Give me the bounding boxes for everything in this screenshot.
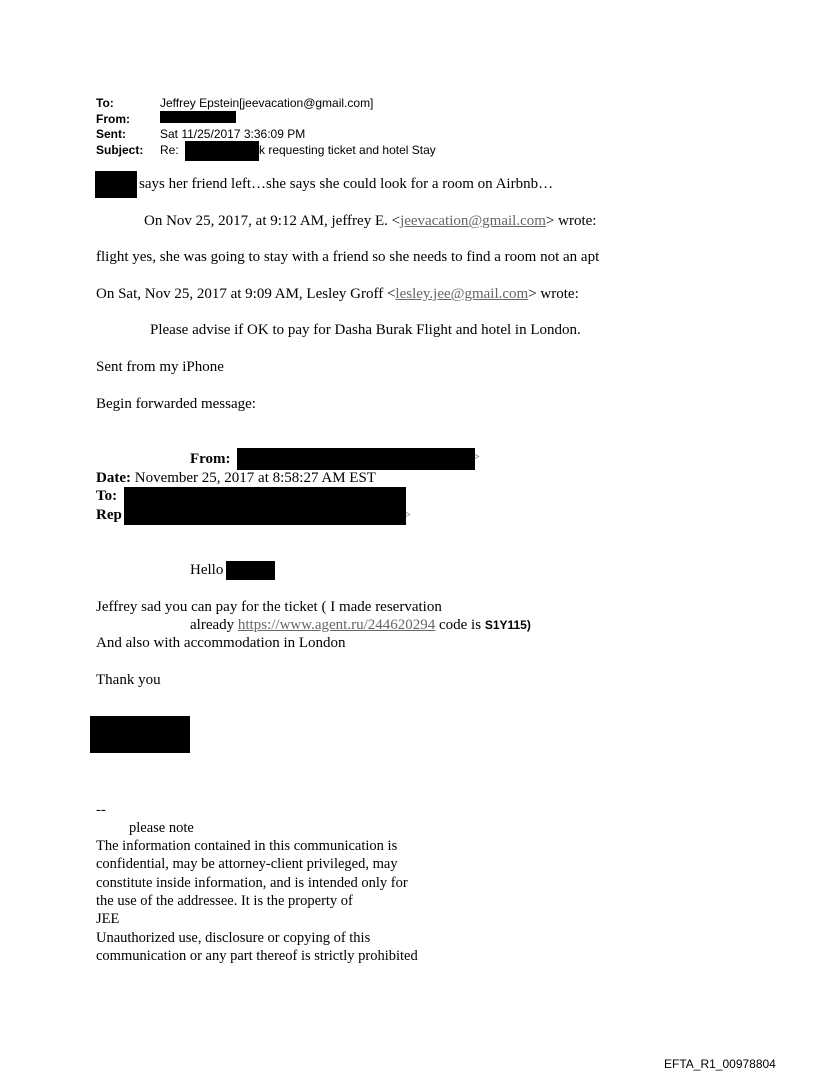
quote-header-2: On Sat, Nov 25, 2017 at 9:09 AM, Lesley Groff <lesley.jee@gmail.com> wrote:	[96, 286, 579, 302]
header-subject-prefix: Re:	[160, 143, 179, 157]
header-subject-suffix: k requesting ticket and hotel Stay	[259, 143, 436, 157]
document-id: EFTA_R1_00978804	[664, 1057, 776, 1071]
redaction-block	[237, 448, 475, 470]
redaction-block	[160, 111, 236, 123]
reply-line-1: says her friend left…she says she could look for a room on Airbnb…	[139, 176, 554, 192]
header-to-value: Jeffrey Epstein[jeevacation@gmail.com]	[160, 96, 374, 110]
header-sent-value: Sat 11/25/2017 3:36:09 PM	[160, 127, 306, 141]
signature-dash: --	[96, 802, 106, 818]
fwd-to-label: To:	[96, 488, 118, 504]
fwd-reply-tail: >	[405, 510, 411, 521]
fwd-date: Date: November 25, 2017 at 8:58:27 AM EST	[96, 470, 376, 486]
sent-from-iphone: Sent from my iPhone	[96, 359, 224, 375]
disclaimer-line: the use of the addressee. It is the property of	[96, 892, 353, 909]
greeting: Hello	[190, 562, 224, 578]
fwd-from-label: From:	[190, 451, 231, 467]
redaction-block	[90, 716, 190, 753]
redaction-block	[185, 141, 259, 161]
redaction-block	[124, 487, 406, 525]
email-link-lesley[interactable]: lesley.jee@gmail.com	[395, 286, 529, 302]
reply-line-3: Please advise if OK to pay for Dasha Burak Flight and hotel in London.	[150, 322, 581, 338]
header-to-label: To:	[96, 96, 114, 110]
header-from-label: From:	[96, 112, 130, 126]
disclaimer-line: JEE	[96, 911, 120, 928]
redaction-block	[226, 561, 275, 580]
disclaimer-line: Unauthorized use, disclosure or copying of this	[96, 929, 371, 946]
message-line-1: Jeffrey sad you can pay for the ticket ( I made reservation	[96, 599, 442, 615]
reply-line-2: flight yes, she was going to stay with a friend so she needs to find a room not an apt	[96, 249, 600, 265]
email-link-jeevacation[interactable]: jeevacation@gmail.com	[400, 213, 546, 229]
message-line-3: And also with accommodation in London	[96, 635, 346, 651]
disclaimer-line: The information contained in this communication is	[96, 838, 398, 854]
message-line-2: already https://www.agent.ru/244620294 code is S1Y115)	[190, 617, 531, 633]
fwd-from-tail: >	[474, 452, 480, 463]
header-sent-label: Sent:	[96, 127, 126, 141]
disclaimer-line: constitute inside information, and is intended only for	[96, 874, 408, 891]
disclaimer-line: communication or any part thereof is strictly prohibited	[96, 947, 418, 964]
redaction-block	[95, 171, 137, 198]
note-title: please note	[129, 820, 194, 836]
reservation-code: S1Y115)	[484, 618, 531, 632]
quote-header-1: On Nov 25, 2017, at 9:12 AM, jeffrey E. <jeevacation@gmail.com> wrote:	[144, 213, 597, 229]
begin-forwarded: Begin forwarded message:	[96, 396, 256, 412]
fwd-reply-label: Rep	[96, 507, 122, 523]
thank-you: Thank you	[96, 672, 161, 688]
agent-link[interactable]: https://www.agent.ru/244620294	[237, 617, 436, 633]
disclaimer-line: confidential, may be attorney-client privileged, may	[96, 856, 398, 873]
header-subject-label: Subject:	[96, 143, 144, 157]
